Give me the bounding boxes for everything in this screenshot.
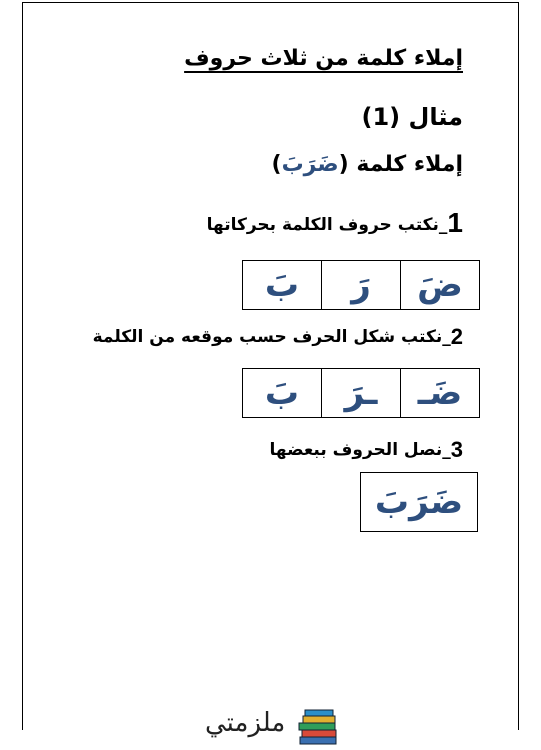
spell-word: ضَرَبَ [281,152,339,177]
letters-table-1 [242,260,480,310]
step-1-number: 1 [447,207,463,238]
step-1-text: _نكتب حروف الكلمة بحركاتها [206,215,448,235]
books-icon [296,707,340,747]
letter-cell: بَ [243,261,322,310]
step-2-number: 2 [450,324,463,349]
step-2 [93,324,463,350]
letter-cell: ضَ [401,261,480,310]
step-3-text: _نصل الحروف ببعضها [269,440,451,460]
step-1 [207,207,463,239]
example-label: مثال (1) [361,103,463,131]
joined-word-box: ضَرَبَ [360,472,478,532]
step-3-number: 3 [450,437,463,462]
step-3 [269,437,463,463]
letter-cell: ـرَ [322,369,401,418]
spell-suffix: ) [271,152,282,177]
letter-cell: ضَـ [401,369,480,418]
spell-prefix: إملاء كلمة ( [338,152,463,177]
step-2-text: _نكتب شكل الحرف حسب موقعه من الكلمة [92,327,451,347]
letter-cell: بَ [243,369,322,418]
letters-table-2 [242,368,480,418]
logo-text: ملزمتي [205,708,286,738]
spell-heading [272,152,463,177]
page-title: إملاء كلمة من ثلاث حروف [184,46,463,71]
letter-cell: رَ [322,261,401,310]
